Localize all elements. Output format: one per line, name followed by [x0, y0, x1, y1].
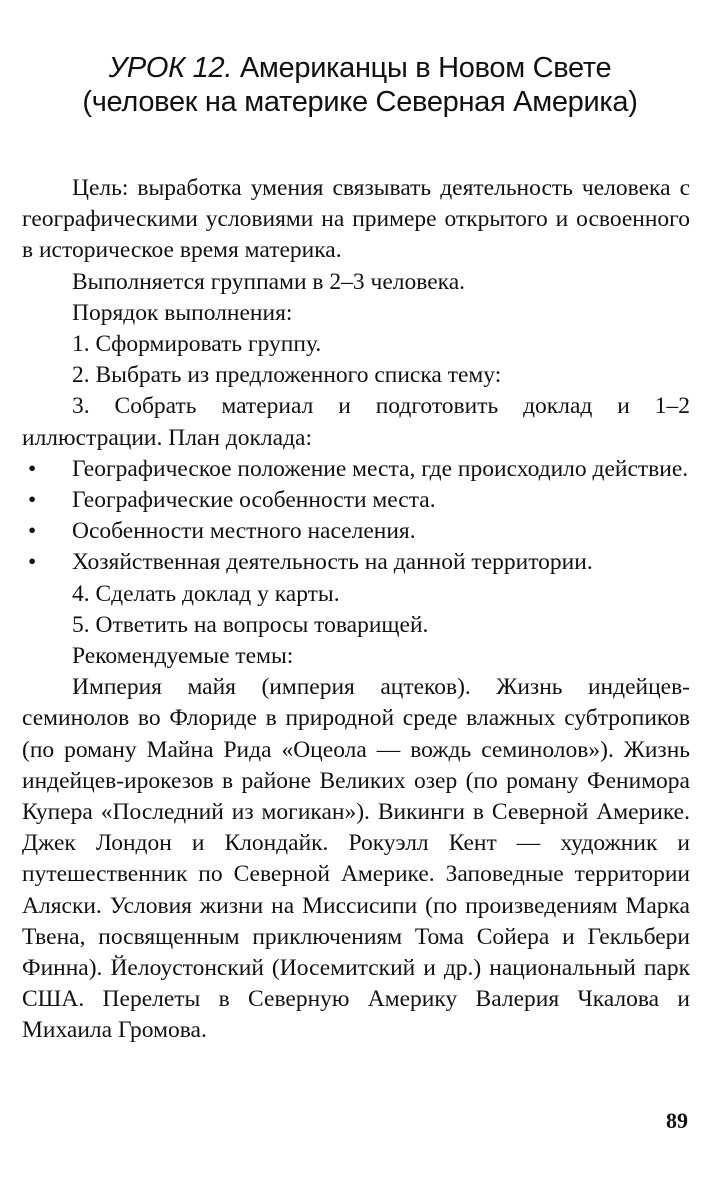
- plan-item: [22, 516, 690, 547]
- bullet-icon: •: [28, 455, 37, 482]
- recommended-heading: Рекомендуемые темы:: [72, 643, 294, 670]
- step-5: 5. Ответить на вопросы товарищей.: [72, 611, 429, 638]
- lesson-body: [22, 173, 690, 1047]
- bullet-icon: •: [28, 518, 37, 545]
- goal-paragraph: Цель: выработка умения связывать деятельность человека с географическими условиями на примере открытого и освоенного в историческое время материка.: [22, 175, 690, 264]
- page-number: 89: [666, 1108, 688, 1133]
- plan-item: [22, 485, 690, 516]
- lesson-heading: [0, 51, 720, 85]
- plan-item: [22, 454, 690, 485]
- plan-item-text: Географические особенности места.: [72, 487, 436, 514]
- step-2: 2. Выбрать из предложенного списка тему:: [72, 362, 502, 389]
- plan-item: [22, 547, 690, 578]
- step-3: 3. Собрать материал и подготовить доклад и 1–2 иллюстрации. План доклада:: [22, 393, 690, 451]
- groups-paragraph: Выполняется группами в 2–3 человека.: [72, 268, 466, 295]
- plan-item-text: Особенности местного населения.: [72, 518, 416, 545]
- lesson-subtitle: (человек на материке Северная Америка): [82, 86, 638, 118]
- bullet-icon: •: [28, 549, 37, 576]
- plan-item-text: Географическое положение места, где происходило действие.: [72, 455, 689, 482]
- lesson-number: УРОК 12.: [108, 52, 233, 84]
- order-heading: Порядок выполнения:: [72, 299, 293, 326]
- bullet-icon: •: [28, 487, 37, 514]
- plan-item-text: Хозяйственная деятельность на данной территории.: [72, 549, 593, 576]
- step-1: 1. Сформировать группу.: [72, 331, 322, 358]
- lesson-title: Американцы в Новом Свете: [232, 52, 612, 84]
- step-4: 4. Сделать доклад у карты.: [72, 580, 340, 607]
- topics-paragraph: Империя майя (империя ацтеков). Жизнь индейцев-семинолов во Флориде в природной среде влажных субтропиков (по роману Майна Рида «Оцеола — вождь семинолов»). Жизнь индейцев-ирокезов в районе Великих озер (по роману Фенимора Купера «Последний из могикан»). Викинги в Северной Америке. Джек Лондон и Клондайк. Рокуэлл Кент — художник и путешественник по Северной Америке. Заповедные территории Аляски. Условия жизни на Миссисипи (по произведениям Марка Твена, посвященным приключениям Тома Сойера и Гекльбери Финна). Йелоустонский (Иосемитский и др.) национальный парк США. Перелеты в Северную Америку Валерия Чкалова и Михаила Громова.: [22, 674, 690, 1044]
